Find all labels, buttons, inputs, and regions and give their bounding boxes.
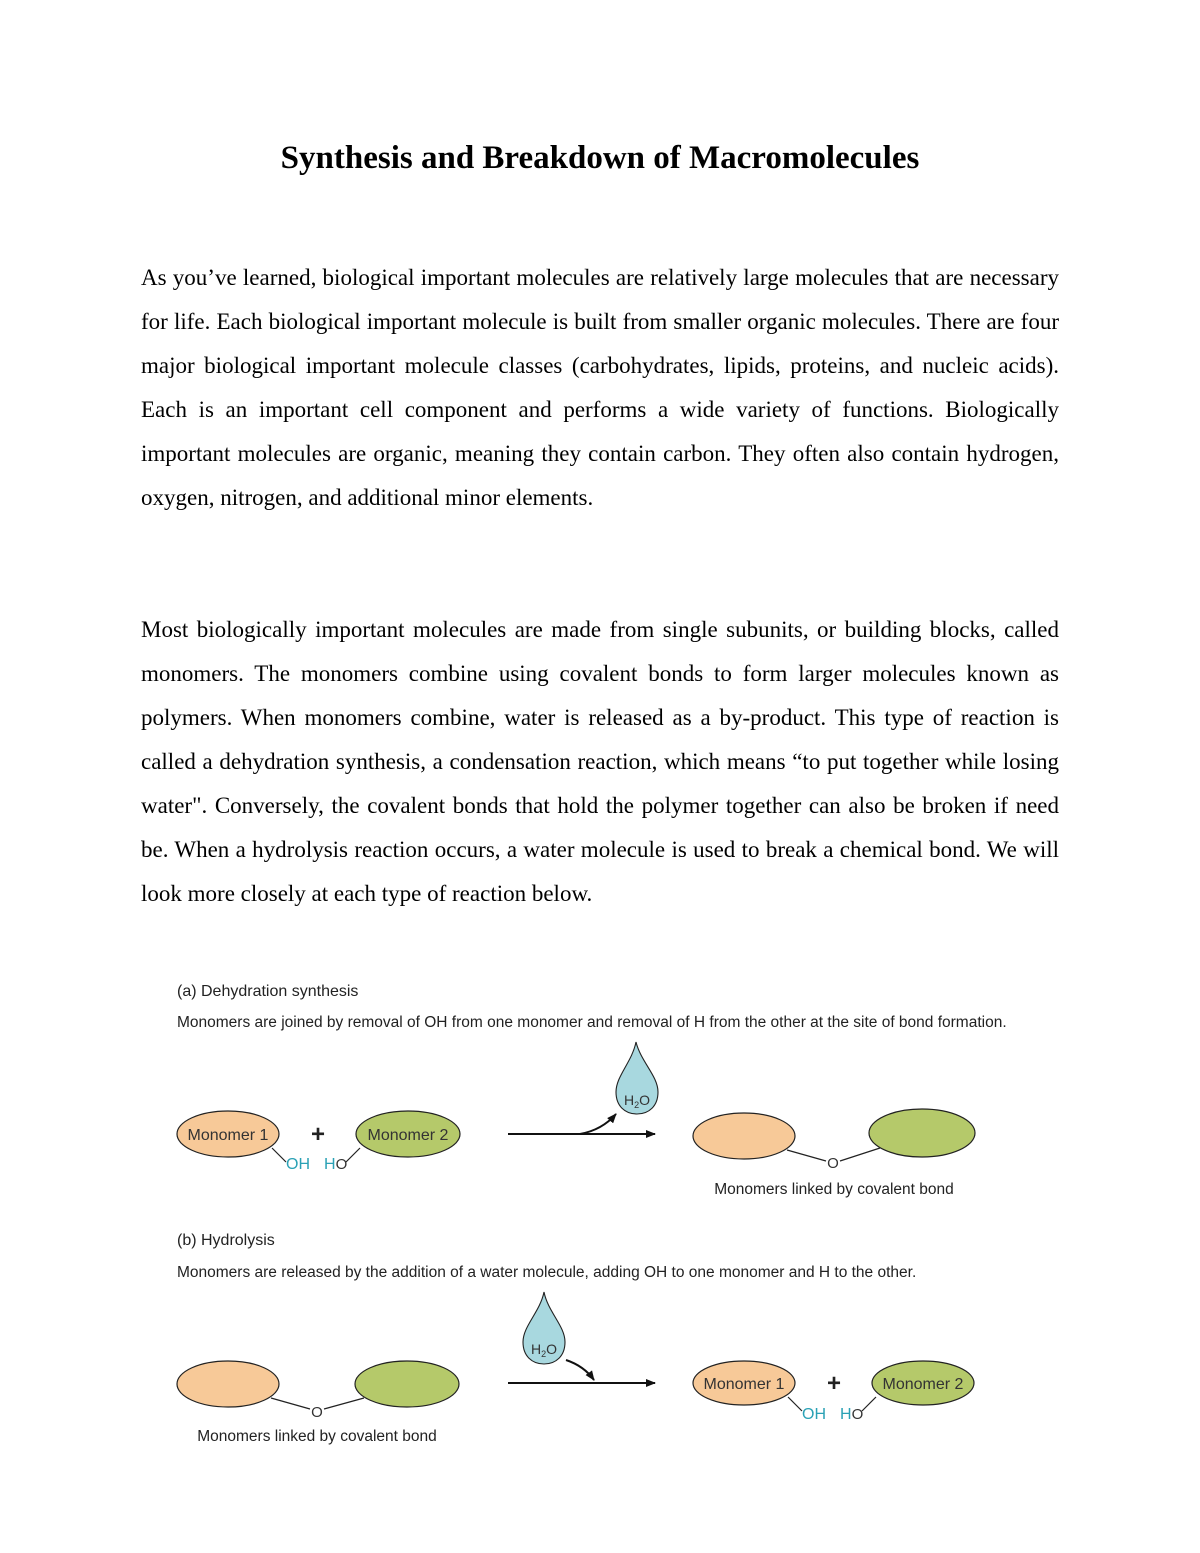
panel-b-o-label: O xyxy=(851,1406,864,1423)
panel-b-heading: (b) Hydrolysis xyxy=(177,1232,275,1249)
panel-b-bond-line-2 xyxy=(862,1397,876,1411)
panel-a-water-drop xyxy=(616,1042,658,1114)
panel-b-plus-sign: + xyxy=(826,1370,842,1397)
panel-b-monomer-2-label: Monomer 2 xyxy=(882,1376,964,1393)
panel-a-product-bond-left xyxy=(787,1150,826,1161)
panel-a-monomer-1 xyxy=(177,1111,279,1157)
panel-b-reactant-monomer-2 xyxy=(355,1361,459,1407)
panel-a-bond-line-2 xyxy=(346,1148,360,1162)
panel-a-h-label: H xyxy=(324,1156,336,1173)
panel-b-reactant xyxy=(177,1361,459,1421)
panel-a-monomer-2 xyxy=(356,1111,460,1157)
panel-a-monomer-2-label: Monomer 2 xyxy=(367,1127,449,1144)
panel-b-monomer-2 xyxy=(872,1361,974,1405)
panel-b-water-drop xyxy=(523,1292,565,1364)
page-title: Synthesis and Breakdown of Macromolecules xyxy=(280,140,920,176)
paragraph-intro: As you’ve learned, biological important molecules are relatively large molecules that are necessary for life. Each biological important molecule is built from smaller organic molecules. There are four major biological important molecule classes (carbohydrates, lipids, proteins, and nucleic acids). Each is an important cell component and performs a wide variety of functions. Biologically important molecules are organic, meaning they contain carbon. They often also contain hydrogen, oxygen, nitrogen, and additional minor elements. xyxy=(141,265,1059,510)
panel-b-water-enter-arrow xyxy=(566,1360,594,1380)
panel-a-monomer-1-label: Monomer 1 xyxy=(187,1127,269,1144)
panel-a-ho-label xyxy=(324,1156,347,1173)
reaction-diagram xyxy=(0,970,1200,1470)
panel-a-heading: (a) Dehydration synthesis xyxy=(177,983,359,1000)
panel-a-product-monomer-1 xyxy=(693,1113,795,1159)
panel-b-reactant-bond-right xyxy=(324,1398,364,1409)
panel-a-product-bond-right xyxy=(840,1148,880,1161)
panel-a-product-o-label: O xyxy=(827,1155,839,1172)
panel-a-product-monomer-2 xyxy=(869,1109,975,1157)
panel-b-monomer-1 xyxy=(693,1361,795,1405)
panel-a-water-release-arrow xyxy=(580,1114,616,1134)
panel-a-water-label: $H_2O$ xyxy=(623,1092,651,1110)
panel-b-oh-label: OH xyxy=(802,1406,826,1423)
panel-b-reactant-o-label: O xyxy=(311,1404,323,1421)
reaction-figure xyxy=(0,970,1200,1470)
panel-a-plus-sign: + xyxy=(310,1121,326,1148)
panel-b-h-label: H xyxy=(840,1406,852,1423)
panel-a-description: Monomers are joined by removal of OH from one monomer and removal of H from the other at the site of bond formation. xyxy=(177,1014,1007,1031)
paragraph-monomers: Most biologically important molecules are made from single subunits, or building blocks, called monomers. The monomers combine using covalent bonds to form larger molecules known as polymers. When monomers combine, water is released as a by-product. This type of reaction is called a dehydration synthesis, a condensation reaction, which means “to put together while losing water". Conversely, the covalent bonds that hold the polymer together can also be broken if need be. When a hydrolysis reaction occurs, a water molecule is used to break a chemical bond. We will look more closely at each type of reaction below. xyxy=(141,617,1059,906)
panel-b-ho-label xyxy=(840,1406,863,1423)
panel-b-reactant-monomer-1 xyxy=(177,1361,279,1407)
panel-a-bond-line-1 xyxy=(272,1148,286,1162)
panel-a-product-caption: Monomers linked by covalent bond xyxy=(714,1181,954,1198)
panel-b-bond-line-1 xyxy=(788,1397,802,1411)
panel-a-o-label: O xyxy=(335,1156,348,1173)
panel-b-reactant-bond-left xyxy=(271,1398,310,1409)
panel-a-oh-label: OH xyxy=(286,1156,310,1173)
panel-b-description: Monomers are released by the addition of a water molecule, adding OH to one monomer and H to the other. xyxy=(177,1264,917,1281)
panel-b-water-label: $H_2O$ xyxy=(530,1341,558,1359)
panel-b-monomer-1-label: Monomer 1 xyxy=(703,1376,785,1393)
panel-a-product xyxy=(693,1109,975,1172)
panel-b-reactant-caption: Monomers linked by covalent bond xyxy=(197,1428,437,1445)
